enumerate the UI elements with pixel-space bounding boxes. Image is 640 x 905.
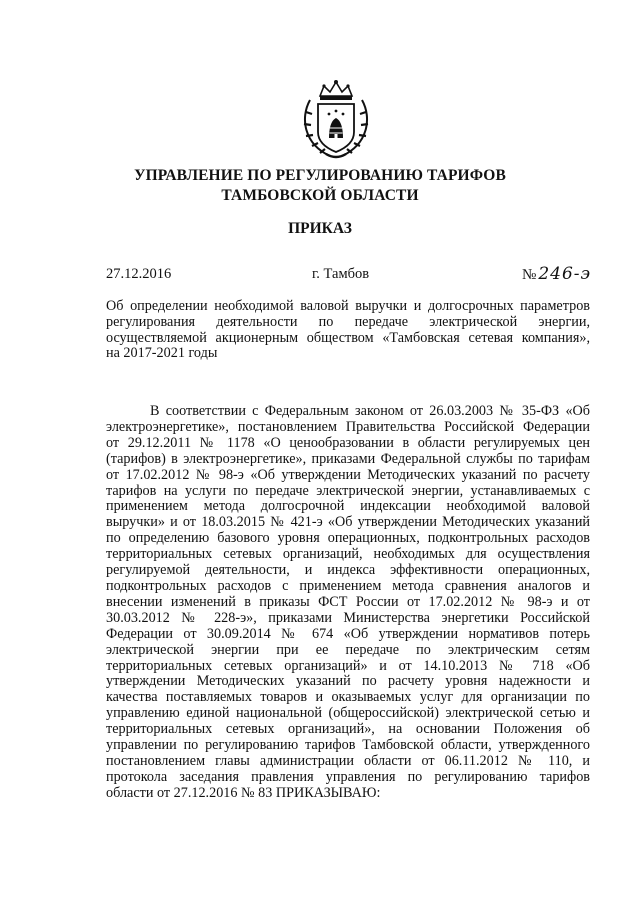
body-line: от 29.12.2011 № 1178 «О ценообразовании в области регулируемых цен [106,434,590,451]
subject-line: осуществляемой акционерным обществом «Тамбовская сетевая компания», [106,329,590,346]
body-line: электроэнергетике», постановлением Правительства Российской Федерации [106,418,590,435]
number-sign: № [522,267,537,283]
body-line: внесении изменений в приказы ФСТ России от 17.02.2012 № 98-э и от [106,593,590,610]
organization-name-line2: ТАМБОВСКОЙ ОБЛАСТИ [221,187,419,204]
body-line: управлении по регулированию тарифов Тамбовской области, утвержденного [106,737,590,754]
document-date: 27.12.2016 [106,266,172,282]
document-number [522,265,591,284]
document-body [106,404,590,802]
subject-line: на 2017-2021 годы [106,345,218,362]
handwritten-number: 246-э [538,264,592,284]
body-line: территориальных сетевых организаций», на основании Положения об [106,721,590,738]
subject-line: Об определении необходимой валовой выручки и долгосрочных параметров [106,298,590,314]
body-line: (тарифов) в электроэнергетике», приказами Федеральной службы по тарифам [106,450,590,467]
body-line: утверждении Методических указаний по расчету уровня надежности и [106,673,590,690]
body-line: протокола заседания правления управления по регулированию тарифов [106,768,590,785]
body-line: области от 27.12.2016 № 83 ПРИКАЗЫВАЮ: [106,784,381,801]
body-line: управлению единой национальной (общероссийской) электрической сетью и [106,705,590,722]
body-line: 30.03.2012 № 228-э», приказами Министерства энергетики Российской [106,609,590,626]
body-line: электрической энергии при ее передаче по электрическим сетям [106,641,590,658]
body-line: по определению базового уровня операционных, подконтрольных расходов [106,530,590,547]
body-line: Федерации от 30.09.2014 № 674 «Об утверждении нормативов потерь [106,625,590,642]
body-line: постановлением главы администрации области от 06.11.2012 № 110, и [106,752,590,769]
body-line: регулируемой деятельности, и индекса эффективности операционных, [106,562,590,579]
body-line: качества поставляемых товаров и оказываемых услуг для организации по [106,689,590,706]
body-line: тарифов на услуги по передаче электрической энергии, устанавливаемых с [106,482,590,499]
document-city: г. Тамбов [312,266,370,282]
body-line: применением метода долгосрочной индексации необходимой валовой [106,498,590,515]
body-line: территориальных сетевых организаций» и от 14.10.2013 № 718 «Об [106,657,590,674]
body-line: выручки» и от 18.03.2015 № 421-э «Об утверждении Методических указаний [106,514,590,531]
body-line: территориальных сетевых организаций, необходимых для осуществления [106,546,590,563]
document-subject [106,299,590,362]
subject-line: регулирования деятельности по передаче электрической энергии, [106,313,590,330]
body-line: В соответствии с Федеральным законом от 26.03.2003 № 35-ФЗ «Об [150,403,590,419]
document-type-title: ПРИКАЗ [288,220,352,237]
organization-name-line1: УПРАВЛЕНИЕ ПО РЕГУЛИРОВАНИЮ ТАРИФОВ [134,167,506,184]
coat-of-arms-emblem [296,78,376,160]
body-line: подконтрольных расходов с применением метода сравнения аналогов и [106,577,590,594]
body-line: от 17.02.2012 № 98-э «Об утверждении Методических указаний по расчету [106,466,590,483]
